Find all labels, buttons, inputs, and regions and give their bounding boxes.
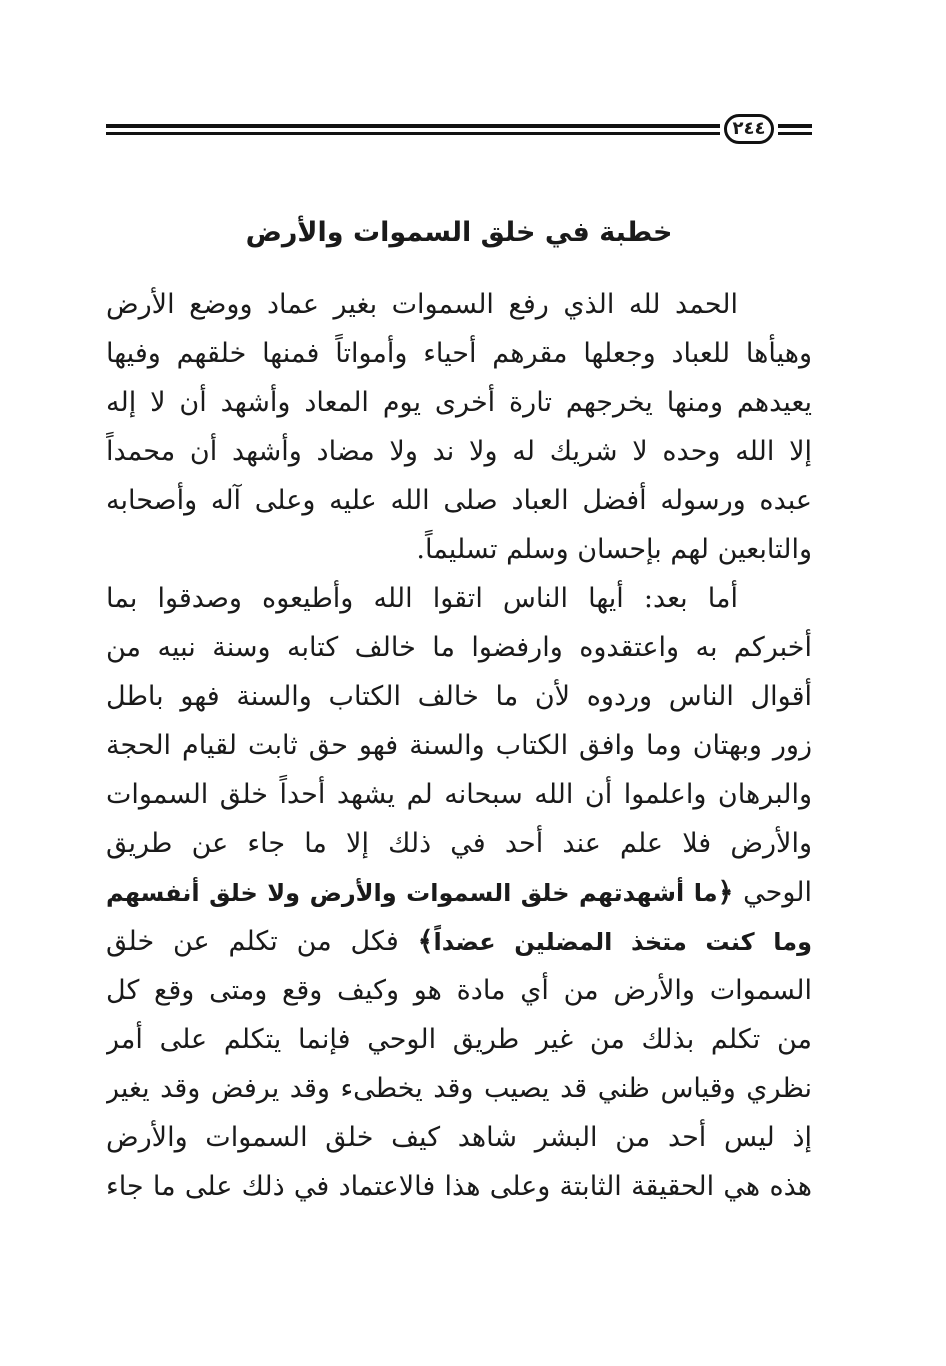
- quote-open-mark: ﴿: [717, 877, 734, 908]
- text-line: السموات والأرض من أي مادة هو وكيف وقع ومتى وقع كل: [106, 975, 812, 1006]
- quote-line: [106, 917, 812, 966]
- text-line: هذه هي الحقيقة الثابتة وعلى هذا فالاعتماد في ذلك على ما جاء: [106, 1171, 812, 1202]
- quote-prefix: الوحي: [743, 877, 812, 908]
- quote-close-mark: ﴾: [417, 926, 434, 957]
- quote-suffix: فكل من تكلم عن خلق: [106, 926, 399, 957]
- quote-line: [106, 868, 812, 917]
- text-line: الحمد لله الذي رفع السموات بغير عماد ووضع الأرض: [106, 289, 738, 320]
- header-rule-right-secondary: [778, 132, 812, 135]
- page-number: ٢٤٤: [724, 114, 774, 144]
- text-line: والبرهان واعلموا أن الله سبحانه لم يشهد أحداً خلق السموات: [106, 779, 812, 810]
- text-line: أخبركم به واعتقدوه وارفضوا ما خالف كتابه وسنة نبيه من: [106, 632, 812, 663]
- page-title: خطبة في خلق السموات والأرض: [245, 217, 673, 248]
- text-line: أما بعد: أيها الناس اتقوا الله وأطيعوه وصدقوا بما: [106, 583, 738, 614]
- text-line: من تكلم بذلك من غير طريق الوحي فإنما يتكلم على أمر: [106, 1024, 812, 1055]
- page-header: [106, 112, 812, 156]
- text-line: عبده ورسوله أفضل العباد صلى الله عليه وعلى آله وأصحابه: [106, 485, 812, 516]
- text-line: يعيدهم ومنها يخرجهم تارة أخرى يوم المعاد وأشهد أن لا إله: [106, 387, 812, 418]
- text-line: والأرض فلا علم عند أحد في ذلك إلا ما جاء عن طريق: [106, 828, 812, 859]
- text-line: والتابعين لهم بإحسان وسلم تسليماً.: [416, 534, 812, 565]
- text-line: أقوال الناس وردوه لأن ما خالف الكتاب والسنة فهو باطل: [106, 681, 812, 712]
- text-line: زور وبهتان وما وافق الكتاب والسنة فهو حق ثابت لقيام الحجة: [106, 730, 812, 761]
- text-line: إلا الله وحده لا شريك له ولا ند ولا مضاد وأشهد أن محمداً: [106, 436, 812, 467]
- text-line: إذ ليس أحد من البشر شاهد كيف خلق السموات والأرض: [106, 1122, 812, 1153]
- text-line: نظري وقياس ظني قد يصيب وقد يخطىء وقد يرفض وقد يغير: [106, 1073, 812, 1104]
- quran-quote: ما أشهدتهم خلق السموات والأرض ولا خلق أنفسهم: [106, 879, 718, 907]
- header-rule-right: [778, 124, 812, 128]
- quran-quote: وما كنت متخذ المضلين عضداً: [433, 928, 812, 956]
- header-rule-secondary: [106, 132, 720, 135]
- header-rule: [106, 124, 720, 128]
- body-text: [106, 280, 812, 1211]
- text-line: وهيأها للعباد وجعلها مقرهم أحياء وأمواتاً فمنها خلقهم وفيها: [106, 338, 812, 369]
